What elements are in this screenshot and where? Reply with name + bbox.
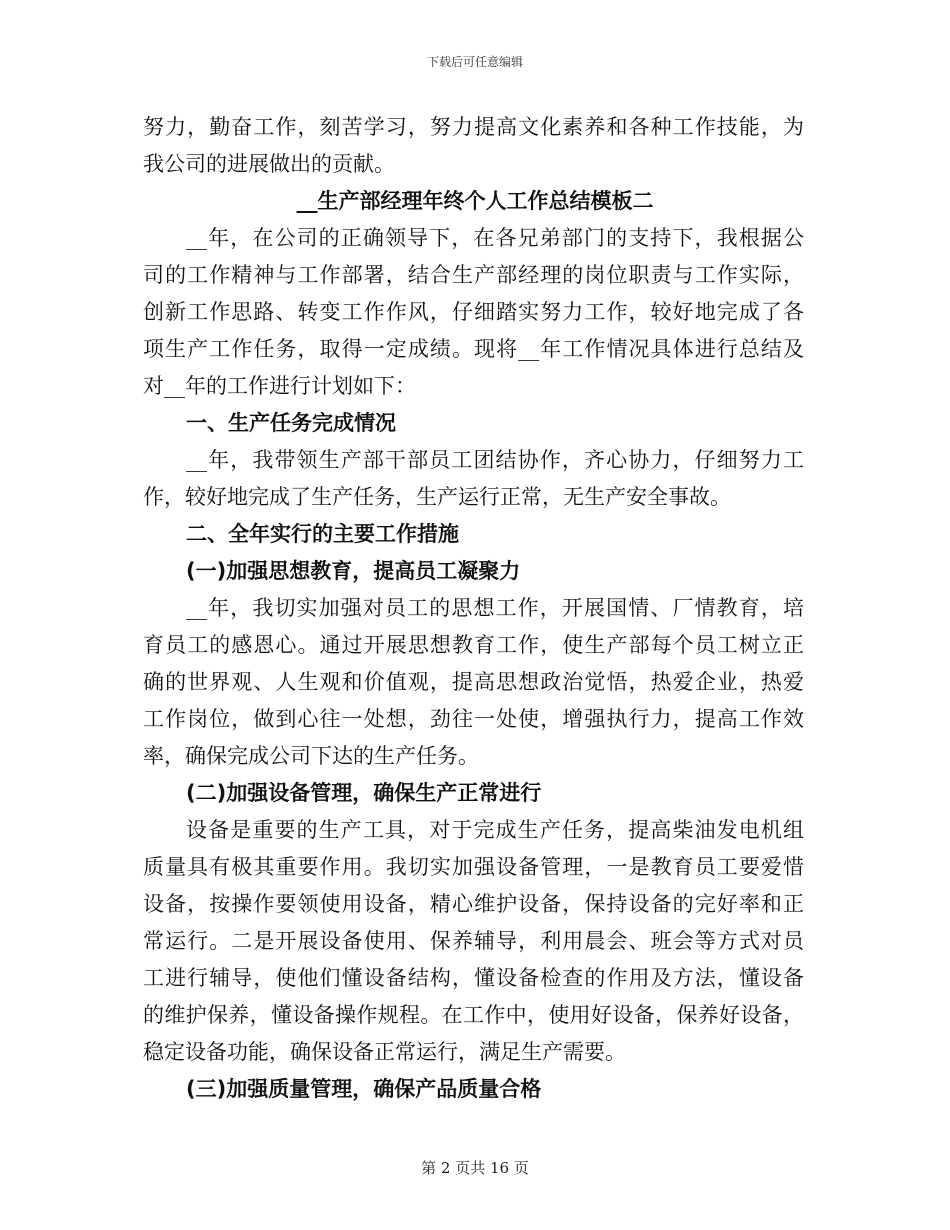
body-line: 育员工的感恩心。通过开展思想教育工作，使生产部每个员工树立正 — [143, 633, 804, 657]
body-line: 确的世界观、人生观和价值观，提高思想政治觉悟，热爱企业，热爱 — [143, 670, 804, 694]
page-header: 下载后可任意编辑 — [426, 55, 523, 69]
body-line: 工进行辅导，使他们懂设备结构，懂设备检查的作用及方法，懂设备 — [143, 966, 804, 990]
body-line: 创新工作思路、转变工作作风，仔细踏实努力工作，较好地完成了各 — [143, 300, 804, 324]
body-line: 努力，勤奋工作，刻苦学习，努力提高文化素养和各种工作技能，为 — [143, 115, 804, 139]
body-line: 稳定设备功能，确保设备正常运行，满足生产需要。 — [143, 1040, 626, 1064]
body-line: 我公司的进展做出的贡献。 — [143, 152, 395, 176]
subheading-2: (二)加强设备管理，确保生产正常进行 — [186, 781, 542, 805]
body-line: __年，我带领生产部干部员工团结协作，齐心协力，仔细努力工 — [186, 448, 804, 472]
heading-1: 一、生产任务完成情况 — [186, 411, 396, 435]
body-line: 设备是重要的生产工具，对于完成生产任务，提高柴油发电机组 — [186, 818, 804, 842]
subheading-1: (一)加强思想教育，提高员工凝聚力 — [186, 559, 521, 583]
body-line: 对__年的工作进行计划如下： — [143, 374, 416, 398]
body-line: 常运行。二是开展设备使用、保养辅导，利用晨会、班会等方式对员 — [143, 929, 804, 953]
body-line: 工作岗位，做到心往一处想，劲往一处使，增强执行力，提高工作效 — [143, 707, 804, 731]
body-line: __年，在公司的正确领导下，在各兄弟部门的支持下，我根据公 — [186, 226, 804, 250]
body-line: 质量具有极其重要作用。我切实加强设备管理，一是教育员工要爱惜 — [143, 855, 804, 879]
body-line: 率，确保完成公司下达的生产任务。 — [143, 744, 479, 768]
body-line: 的维护保养，懂设备操作规程。在工作中，使用好设备，保养好设备， — [143, 1003, 804, 1027]
body-line: __年，我切实加强对员工的思想工作，开展国情、厂情教育，培 — [186, 596, 804, 620]
section-title: __生产部经理年终个人工作总结模板二 — [296, 189, 654, 213]
subheading-3: (三)加强质量管理，确保产品质量合格 — [186, 1077, 542, 1101]
body-line: 作，较好地完成了生产任务，生产运行正常，无生产安全事故。 — [143, 485, 731, 509]
heading-2: 二、全年实行的主要工作措施 — [186, 522, 459, 546]
body-line: 司的工作精神与工作部署，结合生产部经理的岗位职责与工作实际， — [143, 263, 804, 287]
page-footer: 第 2 页共 16 页 — [421, 1159, 529, 1177]
body-line: 设备，按操作要领使用设备，精心维护设备，保持设备的完好率和正 — [143, 892, 804, 916]
body-line: 项生产工作任务，取得一定成绩。现将__年工作情况具体进行总结及 — [143, 337, 804, 361]
